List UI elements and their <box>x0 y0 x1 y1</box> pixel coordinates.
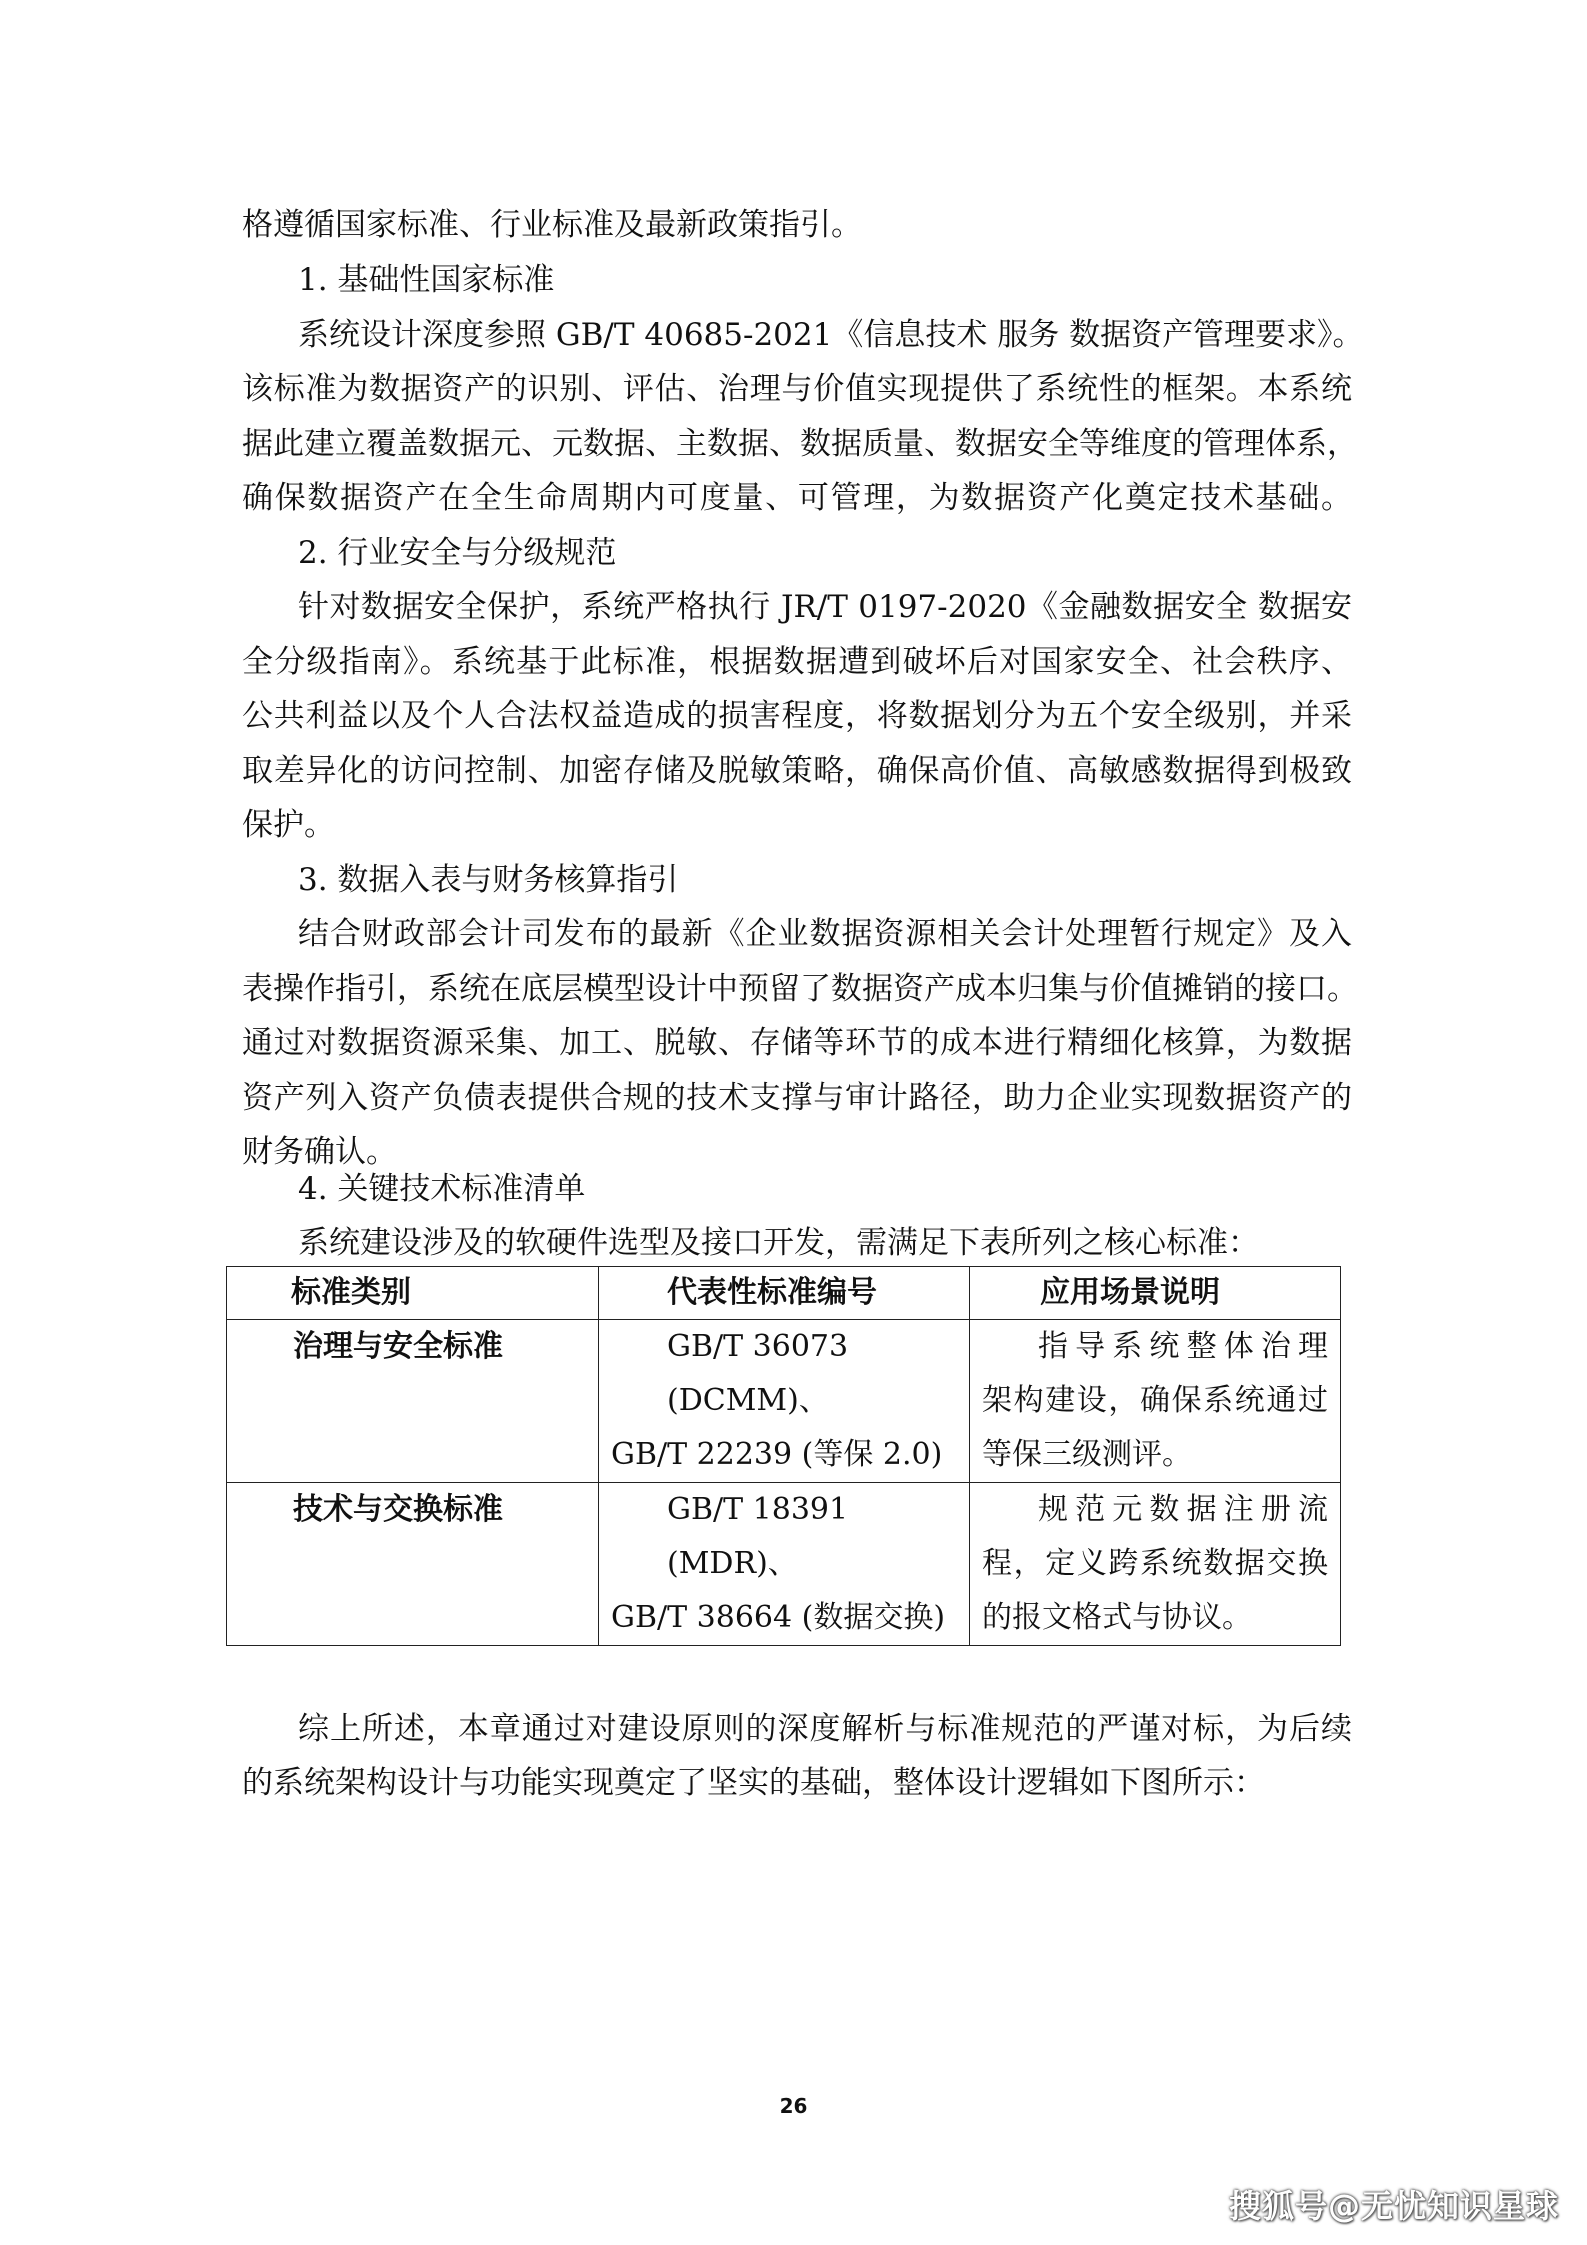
scenario-line: 的报文格式与协议。 <box>982 1600 1252 1635</box>
table-header-row <box>227 1267 1341 1320</box>
scenario-line: 指导系统整体治理 <box>1038 1329 1328 1364</box>
code-line: GB/T 36073 (DCMM)、 <box>667 1329 849 1418</box>
paragraph-line: 通过对数据资源采集、加工、脱敏、存储等环节的成本进行精细化核算，为数据 <box>242 1025 1352 1061</box>
paragraph-line: 表操作指引，系统在底层模型设计中预留了数据资产成本归集与价值摊销的接口。 <box>242 971 1358 1007</box>
paragraph-line: 取差异化的访问控制、加密存储及脱敏策略，确保高价值、高敏感数据得到极致 <box>242 753 1352 789</box>
scenario-line: 架构建设，确保系统通过 <box>982 1383 1328 1418</box>
scenario-line: 程，定义跨系统数据交换 <box>982 1546 1328 1581</box>
paragraph-line: 综上所述，本章通过对建设原则的深度解析与标准规范的严谨对标，为后续 <box>298 1711 1352 1747</box>
watermark: 搜狐号@无忧知识星球 <box>1228 2187 1559 2225</box>
paragraph-line: 确保数据资产在全生命周期内可度量、可管理，为数据资产化奠定技术基础。 <box>242 480 1352 516</box>
category-cell: 治理与安全标准 <box>227 1320 599 1483</box>
paragraph-line: 针对数据安全保护，系统严格执行 JR/T 0197-2020《金融数据安全 数据安 <box>298 589 1352 625</box>
paragraph-line: 保护。 <box>242 807 335 843</box>
code-cell <box>599 1483 970 1646</box>
scenario-cell <box>970 1483 1341 1646</box>
paragraph-line: 资产列入资产负债表提供合规的技术支撑与审计路径，助力企业实现数据资产的 <box>242 1080 1352 1116</box>
code-cell <box>599 1320 970 1483</box>
category-cell: 技术与交换标准 <box>227 1483 599 1646</box>
section-heading-4: 4. 关键技术标准清单 <box>298 1171 586 1207</box>
section-heading-2: 2. 行业安全与分级规范 <box>298 535 617 571</box>
paragraph-continuation: 格遵循国家标准、行业标准及最新政策指引。 <box>242 207 862 243</box>
scenario-line: 等保三级测评。 <box>982 1437 1192 1472</box>
header-code: 代表性标准编号 <box>599 1267 970 1320</box>
table-row <box>227 1483 1341 1646</box>
paragraph-line: 财务确认。 <box>242 1134 397 1170</box>
header-category: 标准类别 <box>227 1267 599 1320</box>
scenario-cell <box>970 1320 1341 1483</box>
code-line: GB/T 18391 (MDR)、 <box>667 1492 849 1581</box>
page-number: 26 <box>779 2094 808 2118</box>
table-intro: 系统建设涉及的软硬件选型及接口开发，需满足下表所列之核心标准： <box>298 1225 1259 1261</box>
table-row <box>227 1320 1341 1483</box>
paragraph-line: 系统设计深度参照 GB/T 40685-2021《信息技术 服务 数据资产管理要求》。 <box>298 317 1364 353</box>
paragraph-line: 据此建立覆盖数据元、元数据、主数据、数据质量、数据安全等维度的管理体系， <box>242 426 1358 462</box>
code-line: GB/T 22239 (等保 2.0) <box>611 1437 943 1472</box>
standards-table <box>226 1266 1341 1646</box>
header-scenario: 应用场景说明 <box>970 1267 1341 1320</box>
section-heading-1: 1. 基础性国家标准 <box>298 262 555 298</box>
paragraph-line: 公共利益以及个人合法权益造成的损害程度，将数据划分为五个安全级别，并采 <box>242 698 1352 734</box>
paragraph-line: 全分级指南》。系统基于此标准，根据数据遭到破坏后对国家安全、社会秩序、 <box>242 644 1352 680</box>
section-heading-3: 3. 数据入表与财务核算指引 <box>298 862 679 898</box>
paragraph-line: 该标准为数据资产的识别、评估、治理与价值实现提供了系统性的框架。本系统 <box>242 371 1352 407</box>
paragraph-line: 的系统架构设计与功能实现奠定了坚实的基础，整体设计逻辑如下图所示： <box>242 1765 1265 1801</box>
scenario-line: 规范元数据注册流 <box>1038 1492 1328 1527</box>
paragraph-line: 结合财政部会计司发布的最新《企业数据资源相关会计处理暂行规定》及入 <box>298 916 1352 952</box>
code-line: GB/T 38664 (数据交换) <box>611 1600 946 1635</box>
